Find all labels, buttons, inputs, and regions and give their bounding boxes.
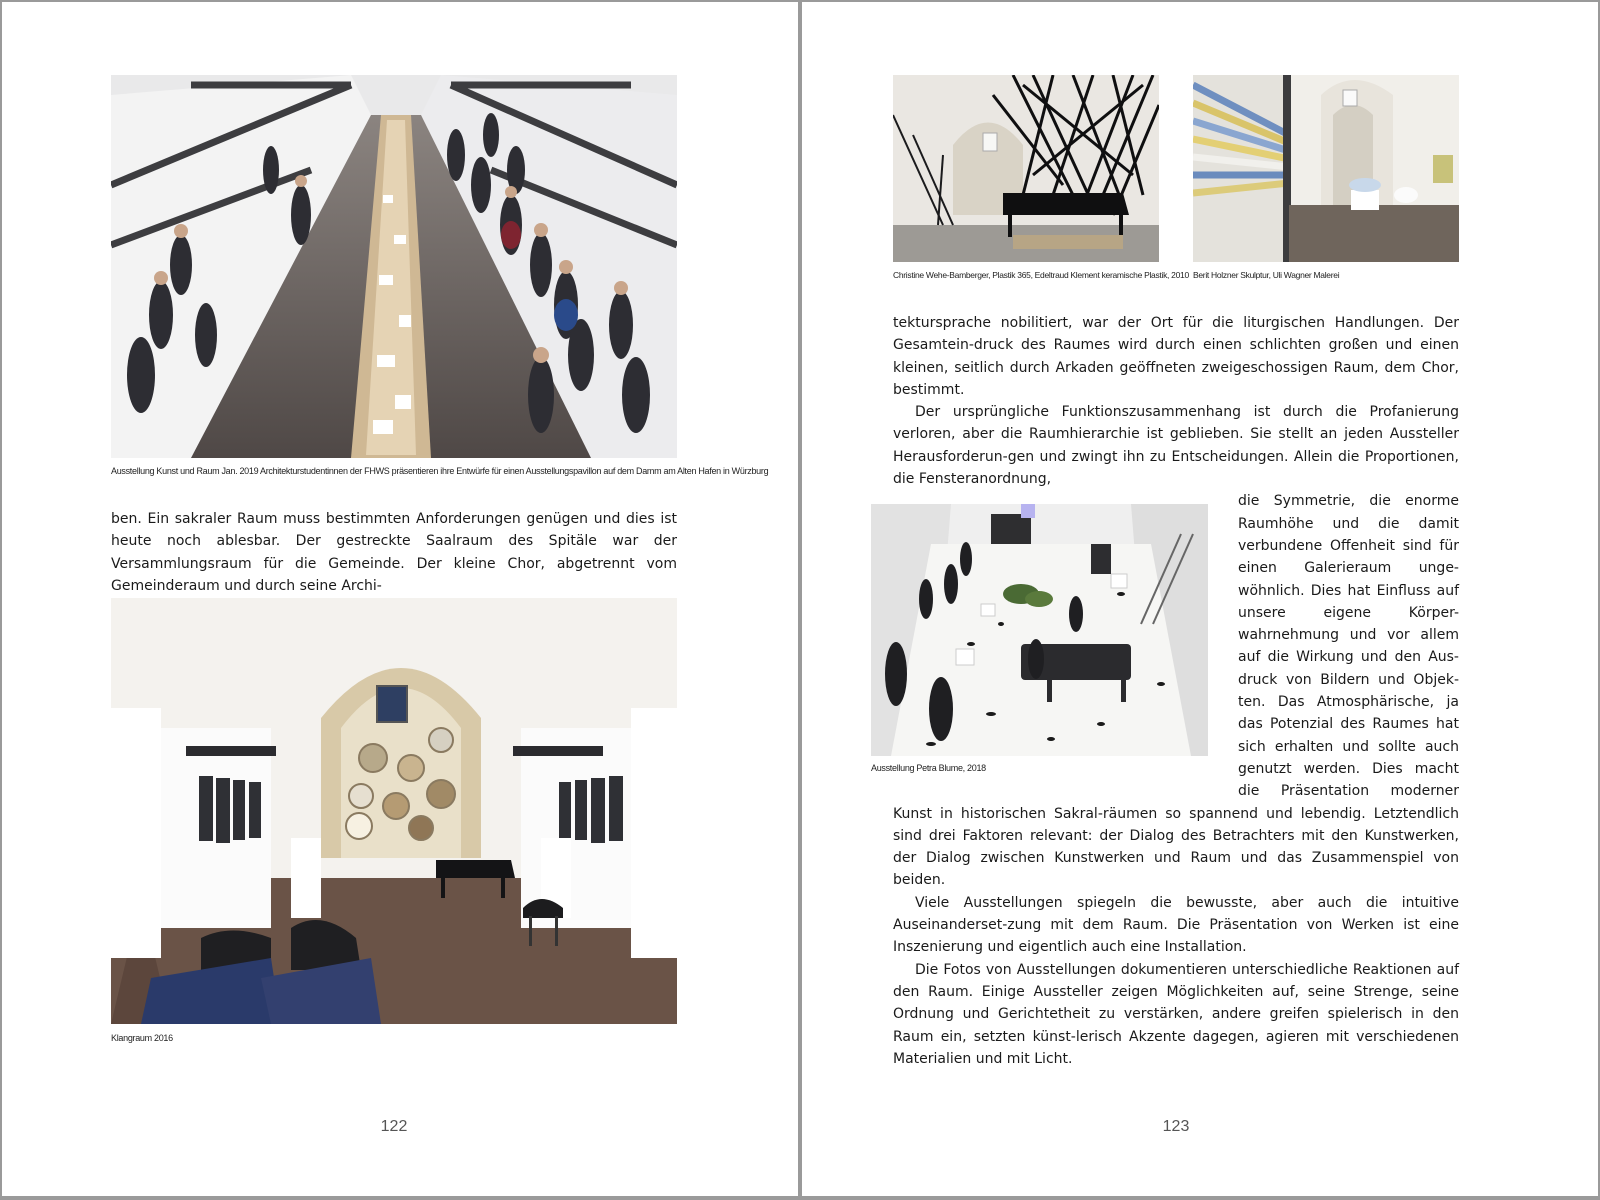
right-paragraph-4: Die Fotos von Ausstellungen dokumentieren unterschiedliche Reaktionen auf den Raum. Einige Aussteller zeigen Möglichkeiten auf, seine Strenge, seine Ordnung und Gerichtetheit zu verstärken, andere greifen spielerisch in den Raum ein, setzten künst-lerisch Akzente dagegen, agieren mit verschiedenen Materialien und mit Licht. [893,961,1459,1067]
caption-petra-blume: Ausstellung Petra Blume, 2018 [871,763,986,774]
right-paragraph-2 [893,401,1459,490]
page-number-right: 123 [1162,1118,1190,1135]
photo-exhibition-crowd [111,75,677,458]
right-paragraph-2-start: Der ursprüngliche Funktionszusammenhang ist durch die Profanierung verloren, aber die Raumhierarchie ist geblieben. Sie stellt an jeden Aussteller Herausforderun-gen und zwingt ihn zu Entscheidungen. Allein die Proportionen, die Fensteranordnung, [893,404,1459,488]
left-paragraph [111,508,677,597]
right-body-text [871,312,1459,1070]
right-paragraph-1: tektursprache nobilitiert, war der Ort für die liturgischen Handlungen. Der Gesamtein-druck des Raumes wird durch einen schlichten großen und einen kleinen, seitlich durch Arkaden geöffneten zweigeschossigen Raum, dem Chor, bestimmt. [893,315,1459,398]
caption-exhibition-crowd: Ausstellung Kunst und Raum Jan. 2019 Architekturstudentinnen der FHWS präsentieren ihre Entwürfe für einen Ausstellungspavillon auf dem Damm am Alten Hafen in Würzburg [111,466,769,476]
left-page [2,2,798,1196]
page-number-left: 122 [380,1118,408,1135]
photo-petra-blume [871,504,1208,774]
right-page [802,2,1598,1196]
caption-sculpture-piano: Christine Wehe-Bamberger, Plastik 365, Edeltraud Klement keramische Plastik, 2010 [893,270,1189,280]
caption-striped-painting: Berit Holzner Skulptur, Uli Wagner Malerei [1193,270,1340,280]
photo-sculpture-piano [893,75,1159,262]
photo-striped-painting [1193,75,1459,262]
right-paragraph-3: Viele Ausstellungen spiegeln die bewusste, aber auch die intuitive Auseinanderset-zung mit dem Raum. Die Präsentation von Werken ist eine Inszenierung und eigentlich auch eine Installation. [893,894,1459,956]
left-paragraph-text: ben. Ein sakraler Raum muss bestimmten Anforderungen genügen und dies ist heute noch ablesbar. Der gestreckte Saalraum des Spitäle war der Versammlungsraum für die Gemeinde. Der kleine Chor, abgetrennt vom Gemeinderaum und durch seine Archi- [111,511,677,594]
caption-klangraum: Klangraum 2016 [111,1033,173,1043]
photo-klangraum [111,598,677,1024]
right-paragraph-2-rest: die Symmetrie, die enorme Raumhöhe und die damit verbundene Offenheit sind für einen Galerieraum unge-wöhnlich. Dies hat Einfluss auf unsere eigene Körper-wahrnehmung und vor allem auf die Wirkung und den Aus-druck von Bildern und Objek-ten. Das Atmosphärische, ja das Potenzial des Raumes hat sich erhalten und sollte auch genutzt werden. Dies macht die Präsentation moderner Kunst in historischen Sakral-räumen so spannend und lebendig. Letztendlich sind drei Faktoren relevant: der Dialog des Betrachters mit den Kunstwerken, der Dialog zwischen Kunstwerken und Raum und das Zusammenspiel von beiden. [893,493,1459,889]
